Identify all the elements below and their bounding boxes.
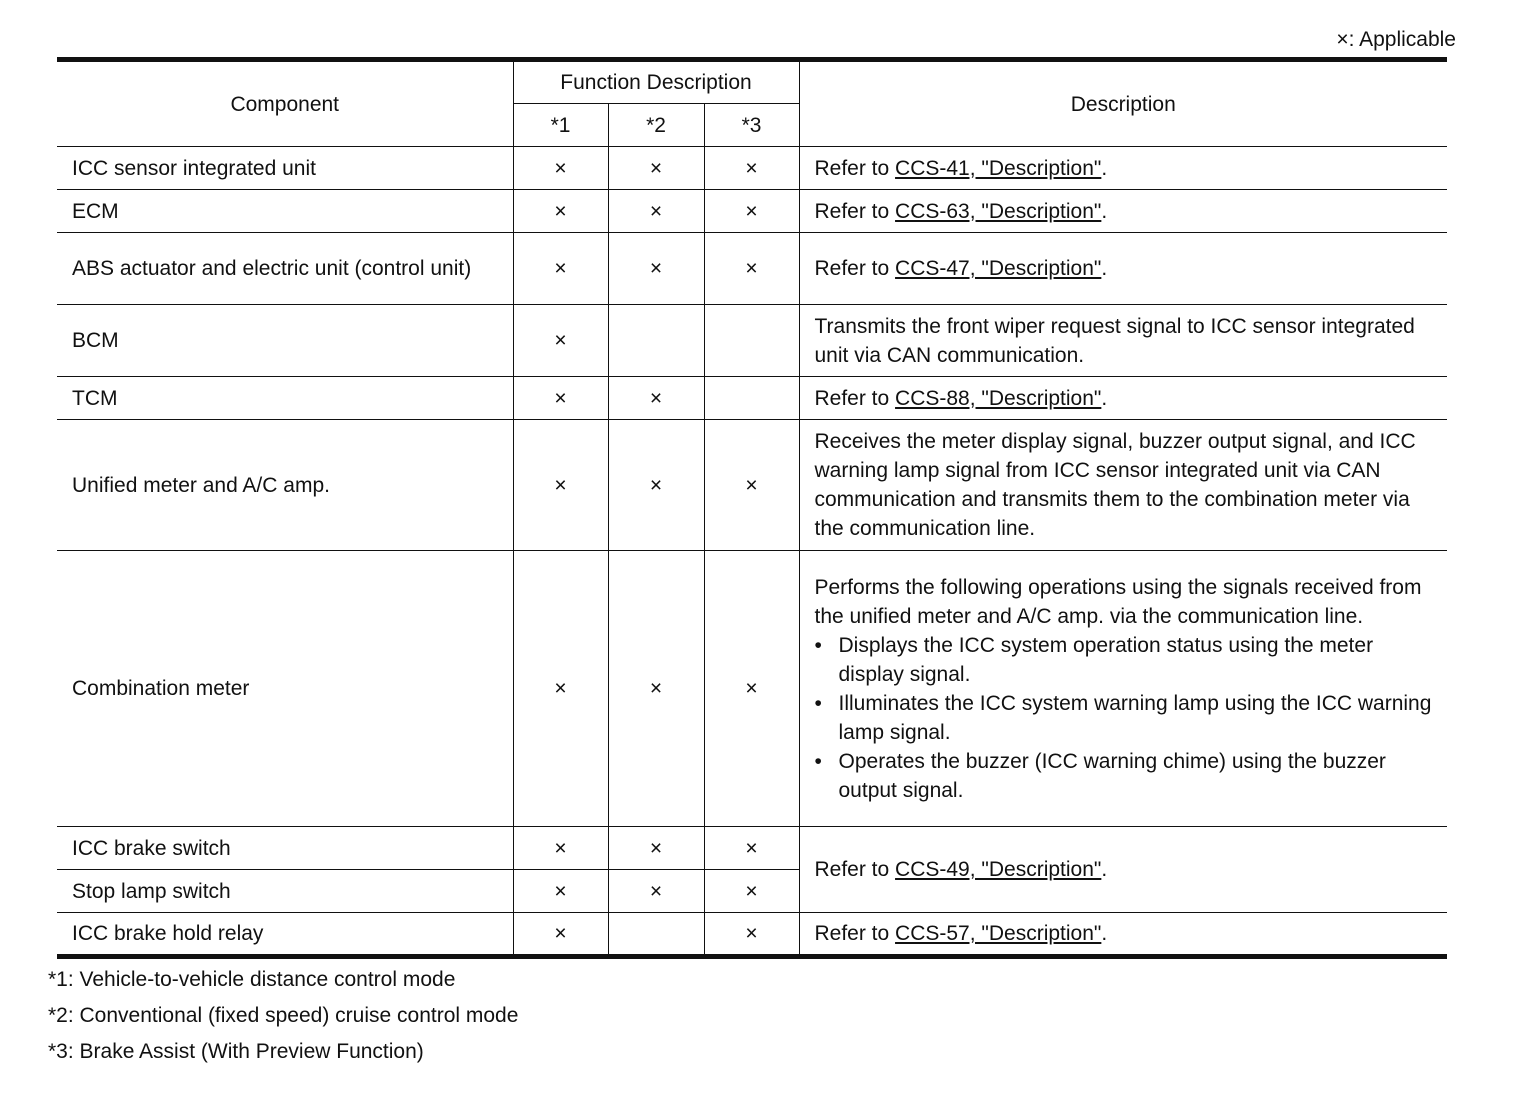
- fn2-mark: ×: [608, 551, 704, 827]
- fn1-mark: ×: [513, 147, 608, 190]
- description-cell: [799, 827, 1447, 913]
- refer-prefix: Refer to: [814, 257, 896, 280]
- refer-suffix: .: [1101, 156, 1108, 180]
- table-row: [57, 147, 1447, 190]
- table-row: [57, 420, 1447, 551]
- component-cell: ICC brake switch: [57, 827, 513, 870]
- table-row: [57, 305, 1447, 377]
- fn2-mark: ×: [608, 147, 704, 190]
- fn3-mark: ×: [704, 551, 799, 827]
- description-cell: [799, 913, 1447, 957]
- header-description: Description: [799, 60, 1447, 147]
- fn1-mark: ×: [513, 420, 608, 551]
- applicable-legend: ×: Applicable: [1336, 28, 1456, 51]
- description-cell: Receives the meter display signal, buzzer output signal, and ICC warning lamp signal from ICC sensor integrated unit via CAN communication and transmits them to the combination meter via the communication line.: [799, 420, 1447, 551]
- list-item: • Illuminates the ICC system warning lamp using the ICC warning lamp signal.: [815, 689, 1433, 747]
- component-function-table: [57, 57, 1447, 959]
- header-fn2: *2: [608, 104, 704, 147]
- footnotes: [48, 966, 518, 1074]
- component-cell: ECM: [57, 190, 513, 233]
- table-row: [57, 551, 1447, 827]
- table-row: [57, 913, 1447, 957]
- table-row: [57, 190, 1447, 233]
- refer-suffix: .: [1101, 922, 1108, 945]
- fn3-mark: ×: [704, 913, 799, 957]
- component-cell: ABS actuator and electric unit (control unit): [57, 233, 513, 305]
- fn2-mark: ×: [608, 827, 704, 870]
- refer-suffix: .: [1101, 199, 1108, 223]
- footnote: *2: Conventional (fixed speed) cruise control mode: [48, 1004, 519, 1027]
- component-cell: ICC brake hold relay: [57, 913, 513, 957]
- fn1-mark: ×: [513, 551, 608, 827]
- fn1-mark: ×: [513, 913, 608, 957]
- fn3-mark: ×: [704, 190, 799, 233]
- refer-prefix: Refer to: [814, 156, 896, 180]
- component-cell: Stop lamp switch: [57, 870, 513, 913]
- fn1-mark: ×: [513, 233, 608, 305]
- list-item: • Operates the buzzer (ICC warning chime) using the buzzer output signal.: [815, 747, 1433, 805]
- refer-prefix: Refer to: [814, 858, 896, 881]
- header-fn1: *1: [513, 104, 608, 147]
- component-cell: Combination meter: [57, 551, 513, 827]
- refer-prefix: Refer to: [814, 386, 896, 410]
- fn3-mark: ×: [704, 420, 799, 551]
- component-cell: ICC sensor integrated unit: [57, 147, 513, 190]
- fn3-mark: ×: [704, 870, 799, 913]
- reference-link[interactable]: CCS-88, "Description": [895, 386, 1102, 410]
- component-cell: TCM: [57, 377, 513, 420]
- fn1-mark: ×: [513, 190, 608, 233]
- fn2-mark: ×: [608, 870, 704, 913]
- reference-link[interactable]: CCS-57, "Description": [895, 922, 1102, 945]
- description-cell: [799, 190, 1447, 233]
- fn2-mark: ×: [608, 190, 704, 233]
- fn3-mark: ×: [704, 827, 799, 870]
- description-intro: Performs the following operations using the signals received from the unified meter and A/C amp. via the communication line.: [814, 575, 1422, 628]
- fn2-mark: ×: [608, 377, 704, 420]
- reference-link[interactable]: CCS-49, "Description": [895, 858, 1102, 881]
- refer-suffix: .: [1101, 386, 1108, 410]
- fn2-mark: ×: [608, 233, 704, 305]
- fn3-mark: ×: [704, 233, 799, 305]
- table-row: [57, 377, 1447, 420]
- refer-suffix: .: [1101, 257, 1108, 280]
- table-row: [57, 233, 1447, 305]
- header-component: Component: [57, 60, 513, 147]
- fn1-mark: ×: [513, 377, 608, 420]
- footnote: *3: Brake Assist (With Preview Function): [48, 1040, 424, 1063]
- footnote: *1: Vehicle-to-vehicle distance control mode: [48, 968, 456, 991]
- refer-prefix: Refer to: [814, 922, 896, 945]
- reference-link[interactable]: CCS-63, "Description": [895, 199, 1102, 223]
- fn1-mark: ×: [513, 827, 608, 870]
- header-function-description: Function Description: [513, 60, 799, 104]
- description-cell: [799, 233, 1447, 305]
- description-cell: [799, 147, 1447, 190]
- description-cell: [799, 551, 1447, 827]
- fn1-mark: ×: [513, 870, 608, 913]
- fn2-mark: ×: [608, 420, 704, 551]
- fn2-mark: [608, 913, 704, 957]
- component-cell: BCM: [57, 305, 513, 377]
- header-fn3: *3: [704, 104, 799, 147]
- list-item: • Displays the ICC system operation status using the meter display signal.: [815, 631, 1433, 689]
- component-cell: Unified meter and A/C amp.: [57, 420, 513, 551]
- reference-link[interactable]: CCS-41, "Description": [895, 156, 1102, 180]
- reference-link[interactable]: CCS-47, "Description": [895, 257, 1102, 280]
- fn3-mark: ×: [704, 147, 799, 190]
- description-cell: Transmits the front wiper request signal to ICC sensor integrated unit via CAN communication.: [799, 305, 1447, 377]
- refer-prefix: Refer to: [814, 199, 896, 223]
- table-row: [57, 827, 1447, 870]
- refer-suffix: .: [1101, 858, 1108, 881]
- description-cell: [799, 377, 1447, 420]
- fn3-mark: [704, 305, 799, 377]
- description-bullets: [815, 631, 1433, 805]
- fn3-mark: [704, 377, 799, 420]
- fn2-mark: [608, 305, 704, 377]
- fn1-mark: ×: [513, 305, 608, 377]
